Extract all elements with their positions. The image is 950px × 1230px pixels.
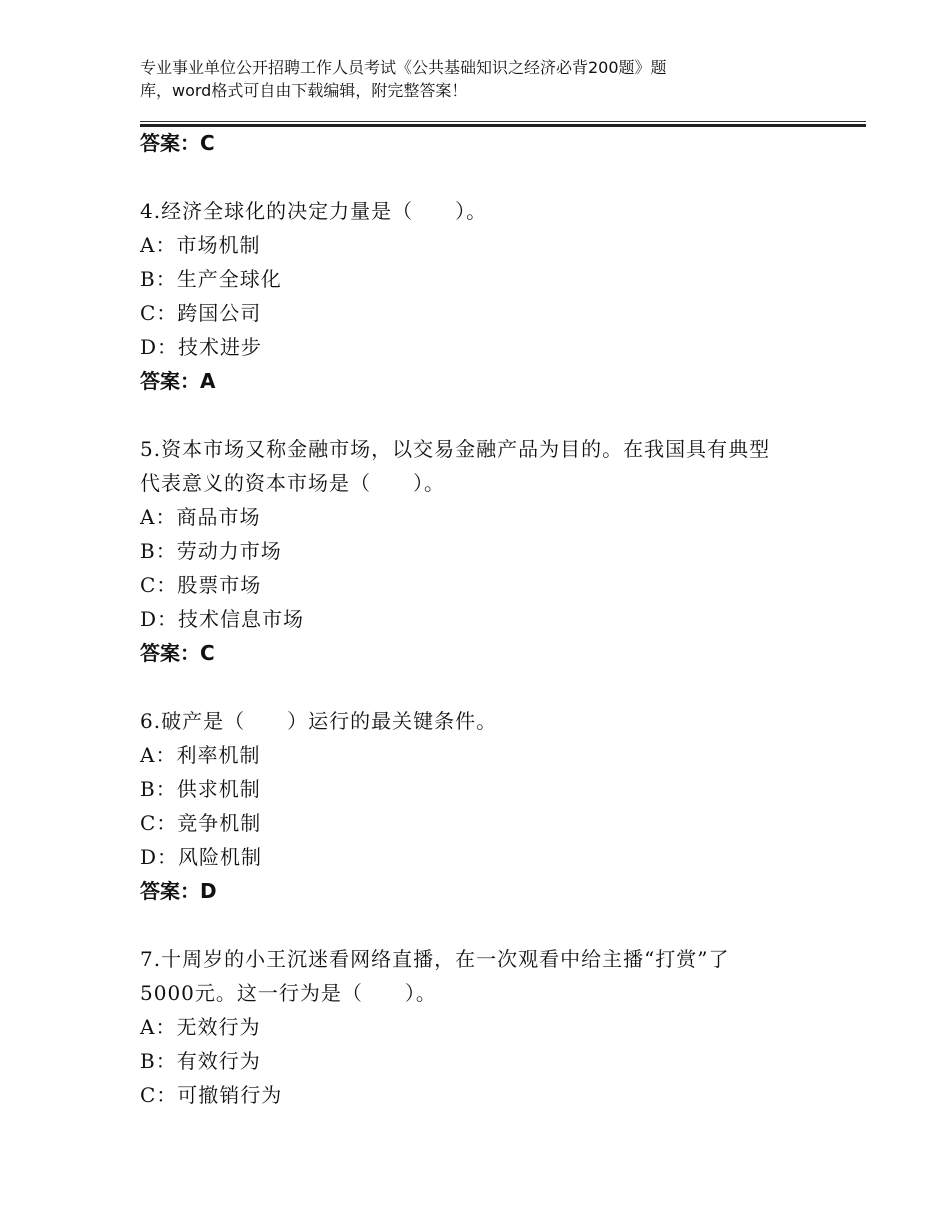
question-text-line-2: 代表意义的资本市场是（ ）。 [140,471,445,495]
question-text: 4.经济全球化的决定力量是（ ）。 [140,199,488,223]
option-d: D：技术信息市场 [140,607,305,631]
option-c: C：可撤销行为 [140,1083,283,1107]
spacer [140,670,860,704]
option-d: D：技术进步 [140,335,263,359]
option-a: A：市场机制 [140,233,261,257]
header-title-line-2: 库，word格式可自由下载编辑，附完整答案！ [140,81,468,100]
spacer [140,160,860,194]
option-a: A：利率机制 [140,743,261,767]
answer: 答案：A [140,369,216,393]
option-c: C：股票市场 [140,573,262,597]
question-text-line-1: 7.十周岁的小王沉迷看网络直播，在一次观看中给主播“打赏”了 [140,947,730,971]
questions-content [140,126,860,1112]
answer: 答案：C [140,641,215,665]
answer-previous-question: 答案：C [140,131,215,155]
header-divider-thin [140,121,866,122]
option-c: C：跨国公司 [140,301,262,325]
option-c: C：竞争机制 [140,811,262,835]
option-a: A：商品市场 [140,505,261,529]
question-text: 6.破产是（ ）运行的最关键条件。 [140,709,498,733]
question-text-line-2: 5000元。这一行为是（ ）。 [140,981,437,1005]
header-title-line-1: 专业事业单位公开招聘工作人员考试《公共基础知识之经济必背200题》题 [140,58,667,77]
option-a: A：无效行为 [140,1015,261,1039]
answer: 答案：D [140,879,217,903]
question-5 [140,432,860,670]
question-7 [140,942,860,1112]
option-b: B：供求机制 [140,777,261,801]
option-b: B：劳动力市场 [140,539,282,563]
spacer [140,908,860,942]
option-b: B：有效行为 [140,1049,261,1073]
spacer [140,398,860,432]
question-6 [140,704,860,908]
document-header [140,56,780,102]
question-text-line-1: 5.资本市场又称金融市场，以交易金融产品为目的。在我国具有典型 [140,437,771,461]
option-b: B：生产全球化 [140,267,282,291]
question-4 [140,194,860,398]
option-d: D：风险机制 [140,845,263,869]
